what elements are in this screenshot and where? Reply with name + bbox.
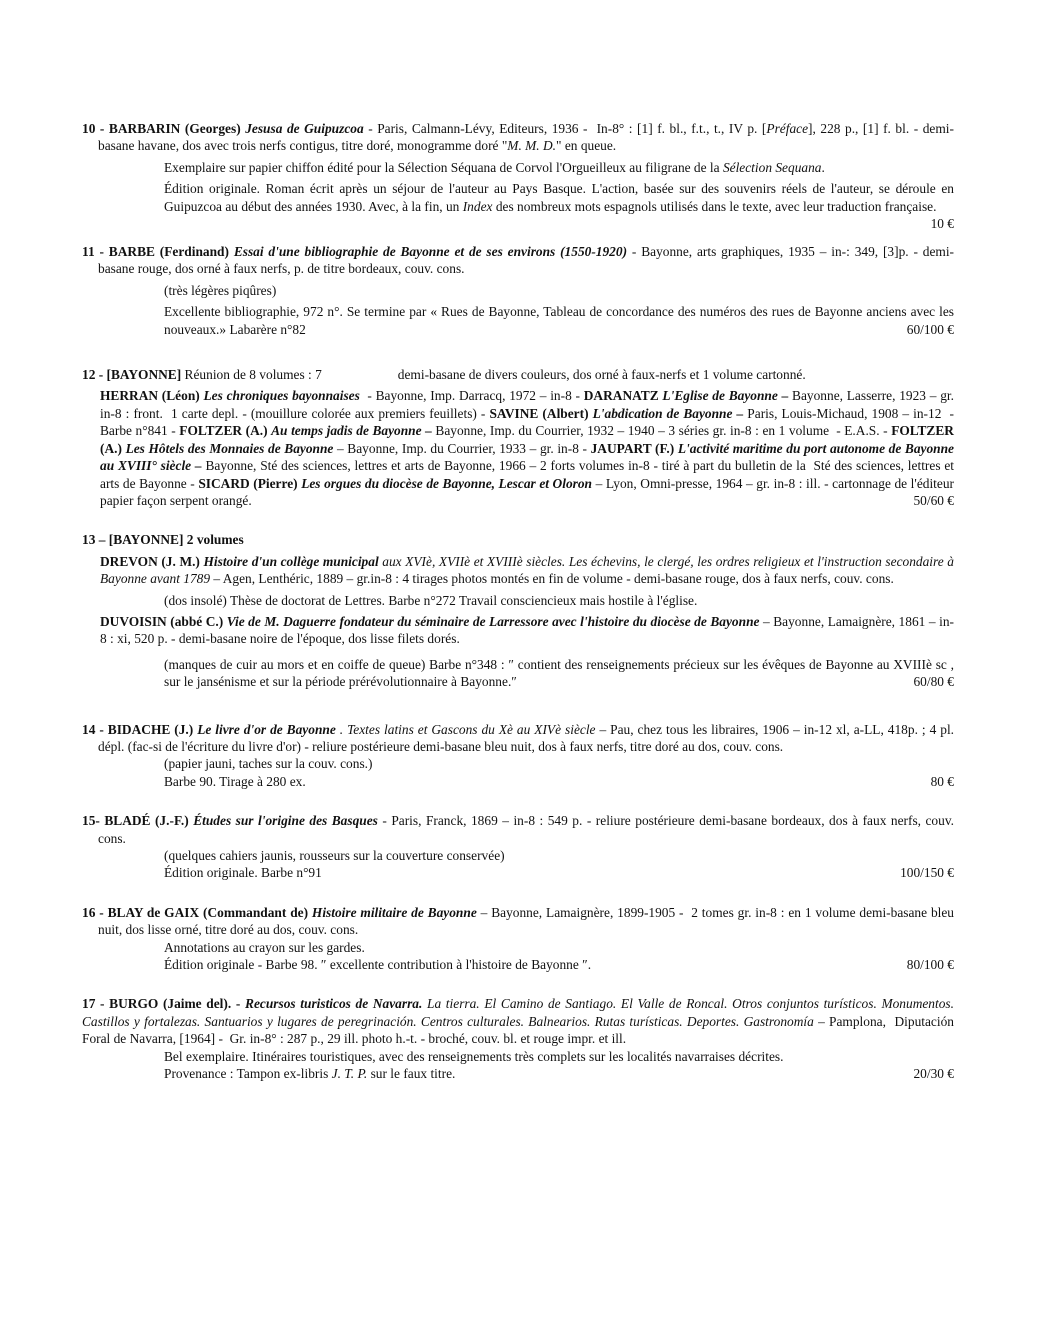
entry-price: 60/80 € <box>913 674 954 690</box>
entry-note: (dos insolé) Thèse de doctorat de Lettres. Barbe n°272 Travail consciencieux mais hostile à l'église. <box>164 592 698 608</box>
entry-price: 80/100 € <box>906 957 954 973</box>
catalogue-entry-12 <box>82 366 954 509</box>
entry-note: Barbe 90. Tirage à 280 ex. 80 € <box>164 773 954 789</box>
entry-book: DUVOISIN (abbé C.) Vie de M. Daguerre fondateur du séminaire de Larressore avec l'histoire du diocèse de Bayonne – Bayonne, Lamaignère, 1861 – in-8 : xi, 520 p. - demi-basane noire de l'époque, dos lisse filets dorés. <box>100 613 954 647</box>
entry-price: 100/150 € <box>900 865 954 881</box>
entry-note: Provenance : Tampon ex-libris J. T. P. sur le faux titre. 20/30 € <box>164 1066 954 1082</box>
entry-price: 10 € <box>930 216 954 232</box>
catalogue-entry-15 <box>82 812 954 882</box>
entry-heading: 12 - [BAYONNE] Réunion de 8 volumes : 7 demi-basane de divers couleurs, dos orné à faux-nerfs et 1 volume cartonné. <box>82 367 806 383</box>
entry-note: Édition originale. Roman écrit après un séjour de l'auteur au Pays Basque. L'action, basée sur des souvenirs réels de l'auteur, se déroule en Guipuzcoa au début des années 1930. Avec, à la fin, un Index des nombreux mots espagnols utilisés dans le texte, avec leur traduction française. 10 € <box>164 181 954 232</box>
catalogue-entry-14 <box>82 721 954 791</box>
catalogue-entry-13 <box>82 531 954 690</box>
entry-note: Excellente bibliographie, 972 n°. Se termine par « Rues de Bayonne, Tableau de concordance des numéros des rues de Bayonne anciens avec les nouveaux.» Labarère n°82 60/100 € <box>164 304 954 337</box>
entry-heading: 15- BLADÉ (J.-F.) Études sur l'origine des Basques - Paris, Franck, 1869 – in-8 : 549 p. - reliure postérieure demi-basane bordeaux, dos à faux nerfs, couv. cons. <box>82 813 955 846</box>
entry-heading: 11 - BARBE (Ferdinand) Essai d'une bibliographie de Bayonne et de ses environs (1550-1920) - Bayonne, arts graphiques, 1935 – in-: 349, [3]p. - demi-basane rouge, dos orné à faux nerfs, p. de titre bordeaux, couv. cons. <box>82 244 955 277</box>
entry-price: 50/60 € <box>913 492 954 508</box>
entry-note: Édition originale. Barbe n°91 100/150 € <box>164 865 954 881</box>
entry-body: HERRAN (Léon) Les chroniques bayonnaises - Bayonne, Imp. Darracq, 1972 – in-8 - DARANATZ L'Eglise de Bayonne – Bayonne, Lasserre, 1923 – gr. in-8 : front. 1 carte depl. - (mouillure colorée aux premiers feuillets) - SAVINE (Albert) L'abdication de Bayonne – Paris, Louis-Michaud, 1908 – in-12 - Barbe n°841 - FOLTZER (A.) Au temps jadis de Bayonne – Bayonne, Imp. du Courrier, 1932 – 1940 – 3 séries gr. in-8 : en 1 volume - E.A.S. - FOLTZER (A.) Les Hôtels des Monnaies de Bayonne – Bayonne, Imp. du Courrier, 1933 – gr. in-8 - JAUPART (F.) L'activité maritime du port autonome de Bayonne au XVIII° siècle – Bayonne, Sté des sciences, lettres et arts de Bayonne, 1966 – 2 forts volumes in-8 - tiré à part du bulletin de la Sté des sciences, lettres et arts de Bayonne - SICARD (Pierre) Les orgues du diocèse de Bayonne, Lescar et Oloron – Lyon, Omni-presse, 1964 – gr. in-8 : ill. - cartonnage de l'éditeur papier façon serpent orangé. 50/60 € <box>100 388 955 508</box>
catalogue-page <box>82 120 954 1104</box>
entry-price: 20/30 € <box>913 1066 954 1082</box>
entry-note: (manques de cuir au mors et en coiffe de queue) Barbe n°348 : ″ contient des renseignements précieux sur les évêques de Bayonne au XVIIIè sc , sur le jansénisme et sur la période prérévolutionnaire à Bayonne.″ 60/80 € <box>164 656 954 690</box>
entry-note: Annotations au crayon sur les gardes. <box>164 939 365 955</box>
catalogue-entry-16 <box>82 904 954 974</box>
entry-note: (très légères piqûres) <box>164 282 277 298</box>
entry-note: Bel exemplaire. Itinéraires touristiques, avec des renseignements très complets sur les localités navarraises décrites. <box>164 1048 784 1064</box>
entry-book: DREVON (J. M.) Histoire d'un collège municipal aux XVIè, XVIIè et XVIIIè siècles. Les échevins, le clergé, les ordres religieux et l'instruction secondaire à Bayonne avant 1789 – Agen, Lenthéric, 1889 – gr.in-8 : 4 tirages photos montés en fin de volume - demi-basane rouge, dos à faux nerfs, couv. cons. <box>100 553 954 587</box>
catalogue-entry-17 <box>82 995 954 1082</box>
entry-heading: 17 - BURGO (Jaime del). - Recursos turisticos de Navarra. La tierra. El Camino de Santiago. El Valle de Roncal. Otros conjuntos turísticos. Monumentos. Castillos y fortalezas. Santuarios y lugares de peregrinación. Centros culturales. Balnearios. Rutas turísticas. Deportes. Gastronomía – Pamplona, Diputación Foral de Navarra, [1964] - Gr. in-8° : 287 p., 29 ill. photo h.-t. - broché, couv. bl. et rouge impr. et ill. <box>82 996 954 1047</box>
catalogue-entry-11 <box>82 243 954 338</box>
entry-price: 60/100 € <box>906 321 954 337</box>
entry-heading: 14 - BIDACHE (J.) Le livre d'or de Bayonne . Textes latins et Gascons du Xè au XIVè siècle – Pau, chez tous les libraires, 1906 – in-12 xl, a-LL, 418p. ; 4 pl. dépl. (fac-si de l'écriture du livre d'or) - reliure postérieure demi-basane bleu nuit, dos à faux nerfs, titre doré au dos, couv. cons. <box>82 721 955 754</box>
entry-note: (papier jauni, taches sur la couv. cons.) <box>164 756 373 772</box>
entry-price: 80 € <box>930 773 954 789</box>
catalogue-entry-10 <box>82 120 954 232</box>
entry-heading: 16 - BLAY de GAIX (Commandant de) Histoire militaire de Bayonne – Bayonne, Lamaignère, 1899-1905 - 2 tomes gr. in-8 : en 1 volume demi-basane bleu nuit, dos lisse orné, titre doré au dos, couv. cons. <box>82 904 954 938</box>
entry-note: Édition originale - Barbe 98. ″ excellente contribution à l'histoire de Bayonne ″. 80/100 € <box>164 957 954 973</box>
entry-heading: 13 – [BAYONNE] 2 volumes <box>82 532 244 548</box>
entry-heading: 10 - BARBARIN (Georges) Jesusa de Guipuzcoa - Paris, Calmann-Lévy, Editeurs, 1936 - In-8° : [1] f. bl., f.t., t., IV p. [Préface], 228 p., [1] f. bl. - demi-basane havane, dos avec trois nerfs contigus, titre doré, monogramme doré "M. M. D." en queue. <box>82 121 954 154</box>
entry-note: Exemplaire sur papier chiffon édité pour la Sélection Séquana de Corvol l'Orgueilleux au filigrane de la Sélection Sequana. <box>164 159 825 175</box>
entry-note: (quelques cahiers jaunis, rousseurs sur la couverture conservée) <box>164 848 505 863</box>
